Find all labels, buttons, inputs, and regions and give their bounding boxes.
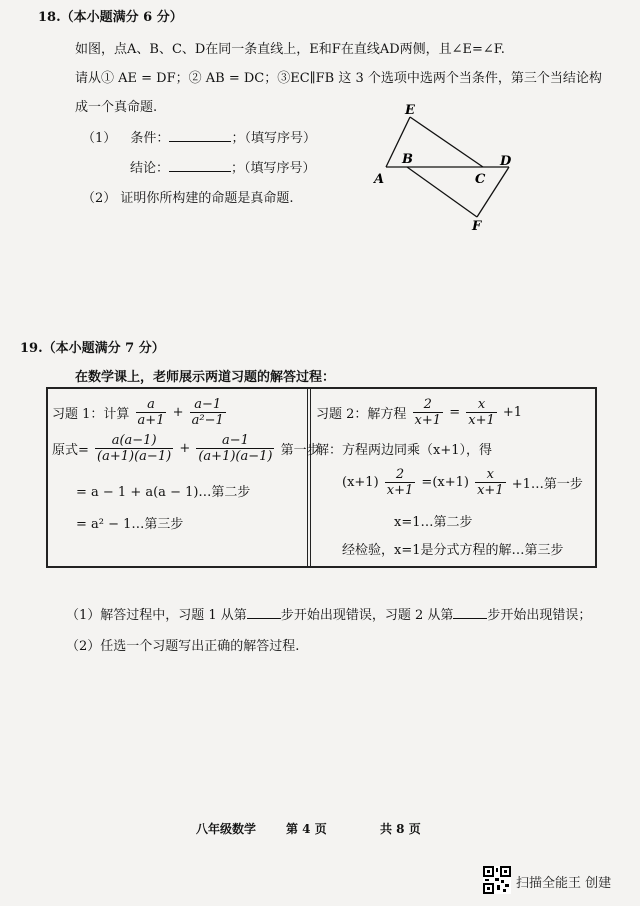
conclusion-blank[interactable] [169,159,231,172]
box-divider [307,389,311,566]
ex1-line2: = a − 1 + a(a − 1)…第二步 [76,485,251,500]
ex2-m1: (x+1) [342,475,379,490]
ex2-frac1: $\frac{2}{x+1}$ [414,397,442,428]
q18-part2: （2） 证明你所构建的命题是真命题. [82,191,294,206]
segment-BF [407,167,477,217]
ex2-check: 经检验，x=1是分式方程的解…第三步 [342,543,564,558]
q18-line3: 成一个真命题. [75,100,158,115]
q18-part1-label: （1） [82,131,117,146]
exercise-box [46,387,597,568]
ex2-title: 习题 2：解方程 [316,407,407,422]
ex1-frac4: $\frac{a-1}{(a+1)(a-1)}$ [198,433,273,464]
q18-line2: 请从① AE = DF；② AB = DC；③EC∥FB 这 3 个选项中选两个当条件，第三个当结论构 [75,71,602,86]
label-F: F [472,219,482,234]
q18-part1 [82,127,316,146]
q19-header: 19.（本小题满分 7 分） [20,341,165,356]
q19-part2: （2）任选一个习题写出正确的解答过程. [66,639,300,654]
conclusion-hint: ；（填写序号） [231,161,316,176]
geometry-figure [370,100,520,235]
q18-conclusion [130,157,316,176]
ex1-title: 习题 1：计算 [52,407,130,422]
ex1-error-step-blank[interactable] [247,606,281,619]
footer-total: 共 8 页 [380,822,421,836]
ex1-frac1: $\frac{a}{a+1}$ [137,397,165,428]
ex1-step1: 第一步 [280,443,320,458]
q18-line1: 如图，点A、B、C、D在同一条直线上，E和F在直线AD两侧，且∠E=∠F. [75,42,505,57]
ex2-error-step-blank[interactable] [453,606,487,619]
ex2-solve: 解：方程两边同乘（x+1），得 [316,443,492,458]
ex2-line-x: x=1…第二步 [394,515,473,530]
ex1-frac2: $\frac{a-1}{\text{a²−1}}$ [191,397,224,428]
ex2-step1: +1…第一步 [511,477,583,492]
conclusion-label: 结论： [130,161,170,176]
ex1-orig: 原式= [52,443,89,458]
q19-intro: 在数学课上，老师展示两道习题的解答过程： [75,370,336,385]
ex1-line1 [52,433,320,464]
ex2-title-line [316,397,522,428]
footer-page: 第 4 页 [286,822,327,836]
label-D: D [500,154,512,169]
q18-header: 18.（本小题满分 6 分） [38,10,183,25]
label-E: E [405,103,415,118]
ex2-frac2: $\frac{x}{x+1}$ [468,397,495,428]
ex2-plus1: +1 [502,405,523,420]
ex2-frac3: $\frac{2}{x+1}$ [386,467,414,498]
ex2-eq2: =(x+1) [421,475,469,490]
ex1-frac3: $\frac{a(a-1)}{(a+1)(a-1)}$ [97,433,172,464]
scanner-brand: 扫描全能王 创建 [516,876,612,891]
ex1-plus: + [172,405,184,420]
ex1-line3: = a² − 1…第三步 [76,517,184,532]
condition-hint: ；（填写序号） [231,131,316,146]
segment-EC [410,117,483,167]
q19-part1 [66,604,591,623]
q19-p1b: 步开始出现错误，习题 2 从第 [280,608,454,623]
label-C: C [475,172,486,187]
ex2-line1 [342,467,583,498]
qr-code-icon [483,866,511,894]
condition-blank[interactable] [169,129,231,142]
footer-subject: 八年级数学 [196,822,257,836]
label-B: B [402,152,413,167]
q19-p1a: （1）解答过程中，习题 1 从第 [66,608,247,623]
ex1-title-line [52,397,228,428]
ex1-plus2: + [179,441,191,456]
condition-label: 条件： [130,131,170,146]
ex2-eq: = [449,405,461,420]
label-A: A [374,172,385,187]
ex2-frac4: $\frac{x}{x+1}$ [477,467,504,498]
q19-p1c: 步开始出现错误； [487,608,592,623]
